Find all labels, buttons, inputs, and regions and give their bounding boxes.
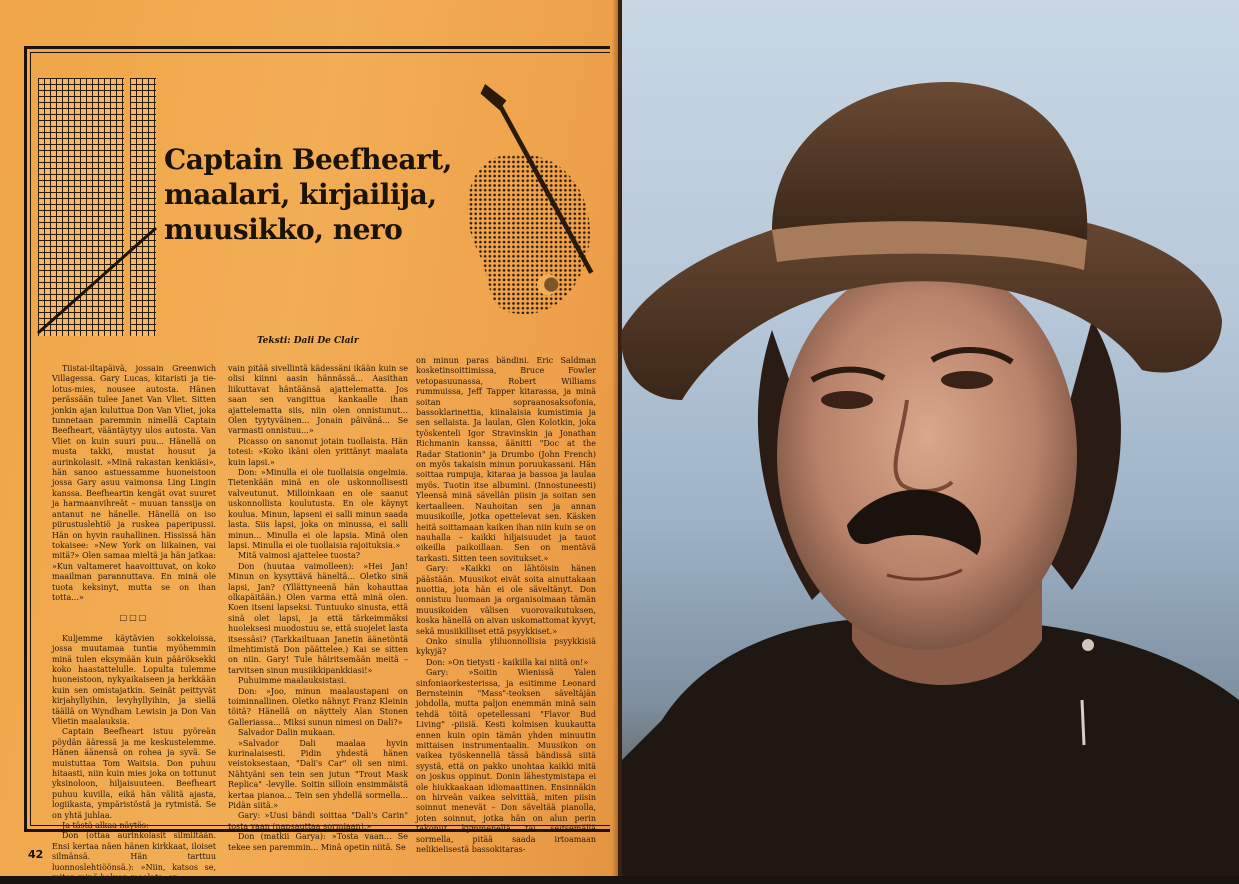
diagonal-line-ornament	[38, 78, 158, 338]
text-column-1	[52, 364, 216, 883]
paragraph: Don (matkii Garya): »Tosta vaan... Se tekee sen paremmin... Minä opetin niitä. Se	[228, 832, 408, 852]
paragraph: »Salvador Dali maalaa hyvin kurinalaisesti. Pidin yhdestä hänen veistoksestaan, "Dali's Car" oli sen nimi. Nähtyäni sen tein sen jutun "Trout Mask Replica" -levylle. Soitin silloin ensimmäistä kertaa pianoa... Tein sen yhdellä sormella... Pidän siitä.»	[228, 738, 408, 811]
hat-crown	[772, 82, 1087, 240]
paragraph: Tiistai-iltapäivä, jossain Greenwich Villagessa. Gary Lucas, kitaristi ja tie-lotus-mies, nousee autosta. Hänen perässään tulee Janet Van Vliet. Sitten jonkin ajan kuluttua Don Van Vliet, joka tunnetaan paremmin nimellä Captain Beefheart, vääntäytyy ulos autosta. Van Vliet on kuin suuri puu... Hänellä on musta takki, mustat housut ja aurinkolasit. »Minä rakastan kenkiäsi», hän sanoo astuessamme huoneistoon jossa Gary asuu vaimonsa Ling Lingin kanssa. Beefheartin kengät ovat suuret ja harmaanvihreät – muuan tanssija on antanut ne hänelle. Hänellä on iso piirustuslehtiö ja ruskea paperipussi. Hän on hyvin rauhallinen. Hississä hän tokaisee: »New York on liikainen, vai mitä?» Olen samaa mieltä ja hän jatkaa: »Kun valtameret haavoittuvat, on koko maailman parannuttava. En minä ole tuota keksinyt, mutta se on ihan totta...»	[52, 364, 216, 602]
byline: Teksti: Dali De Clair	[257, 336, 359, 346]
paragraph: Picasso on sanonut jotain tuollaista. Hän totesi: »Koko ikäni olen yrittänyt maalata kuin lapsi.»	[228, 436, 408, 467]
face	[777, 260, 1077, 650]
paragraph: Gary: »Uusi bändi soittaa "Dali's Carin" tosta vaan (napsauttaa sormiaan).»	[228, 811, 408, 831]
page-number: 42	[28, 848, 44, 861]
paragraph: Don: »Minulla ei ole tuollaisia ongelmia. Tietenkään minä en ole uskonnollisesti valveutunut. Milloinkaan en ole saanut uskonnollista koulutusta. En ole käynyt koulua. Minun, lapseni ei salli minun saada lasta. Siis lapsi, joka on minussa, ei salli minun... Minulla ei ole lapsia. Minä olen lapsi. Minulla ei ole tuollaisia rajoituksia.»	[228, 468, 408, 550]
paragraph: Salvador Dalin mukaan.	[238, 728, 336, 738]
section-separator: □□□	[119, 613, 149, 623]
paragraph: Don: »On tietysti - kaikilla kai niitä on!»	[426, 657, 589, 667]
text-column-2	[228, 364, 408, 852]
portrait-photo	[622, 0, 1239, 876]
paragraph: Don (huutaa vaimolleen): »Hei Jan! Minun on kysyttävä häneltä... Oletko sinä lapsi, Jan? (Yllättyneenä hän kohauttaa olkapäitään.) Olen varma että minä olen. Koen itseni lapseksi. Tuntuuko sinusta, että sinä olet lapsi, ja että tärkeimmäksi huoleksesi muodostuu se, että suojelet lasta itsessäsi? (Tarkkailtuaan Janetin äänetöntä ilmehtimistä Don päättelee.) Kai se sitten on niin. Gary! Tule häiritsemään meitä – tarvitsen sinun musiikkipankkiasi!»	[228, 561, 408, 675]
left-page	[0, 0, 618, 883]
paragraph: Don: »Joo, minun maalaustapani on toiminnallinen. Oletko nähnyt Franz Kleinin töitä? Hänellä on näyttely Alan Stonen Galleriassa... Miksi sunun nimesi on Dali?»	[228, 686, 408, 727]
paragraph: vain pitää sivellintä kädessäni ikään kuin se olisi kiinni aasin hännässä... Aasithan liikuttavat häntäänsä ajattelematta. Jos saan sen vangittua kankaalle ihan ajattelematta siis, niin olen onnistunut... Olen tyytyväinen... Jonain päivänä... Se varmasti onnistuu...»	[228, 364, 408, 436]
paragraph: Onko sinulla yliluonnollisia psyykkisiä kykyjä?	[416, 636, 596, 657]
paragraph: Ja tästä alkaa näytös:	[62, 821, 149, 831]
article-title: Captain Beefheart, maalari, kirjailija, muusikko, nero	[164, 143, 452, 246]
paragraph: on minun paras bändini. Eric Saldman kosketinsoittimissa, Bruce Fowler vetopasuunassa, Robert Williams rummuissa, Jeff Tapper kitarassa, ja minä soitan sopraanosaksofonia, bassoklarinettia, kiinalaisia kumistimia ja sen sellaista. Ja laulan, Glen Kolotkin, joka työskenteli Igor Stravinskin ja Jonathan Richmanin kanssa, äänitti "Doc at the Radar Stationin" ja Drumbo (John French) on myös takaisin minun poruukassani. Hän soittaa rumpuja, kitaraa ja bassoa ja laulaa myös. Tuotin itse albumini. (Innostuneesti) Yleensä minä sävellän piisin ja soitan sen kertaalleen. Nauhoitan sen ja annan muusikoille, jotka opettelevat sen. Käsken heitä soittamaan kaiken ihan niin kuin se on nauhalla – kaikki hiljaisuudet ja tauot oikeilla paikoillaan. Sen on mentävä tarkasti. Sitten teen sovitukset.»	[416, 356, 596, 563]
paragraph: Mitä vaimosi ajattelee tuosta?	[238, 551, 361, 561]
text-column-3	[416, 356, 596, 855]
paragraph: Puhuimme maalauksistasi.	[238, 676, 347, 686]
paragraph: Captain Beefheart istuu pyöreän pöydän ääressä ja me keskustelemme. Hänen äänensä on rohea ja syvä. Se muistuttaa Tom Waitsia. Don puhuu hitaasti, niin kuin mies joka on tottunut yksinoloon, hiljaisuuteen. Beefheart puhuu kuvilla, eikä hän välitä ajasta, logiikasta, ympäristöstä ja rytmistä. Se on yhtä juhlaa.	[52, 727, 216, 820]
paragraph: Gary: »Soitin Wienissä Yalen sinfoniaorkesterissa, ja esitimme Leonard Bernsteinin "Mass"-teoksen säveltäjän johdolla, mutta paljon enemmän minä sain tehdä töitä opetellessani "Flavor Bud Living" -piisiä. Kesti kolmisen kuukautta ennen kuin opin tämän yhden minuutin mittaisen instrumentaalin. Muusikon on vaikea työskennellä tässä bändissä siitä syystä, että on pakko unohtaa kaikki mitä on joskus oppinut. Donin lähestymistapa ei ole hiukkaakaan idiomaattinen. Ensinnäkin on hirveän vaikea selvittää, miten piisin soinnut menevät – Don säveltää pianolla, joten soinnut, jotka hän on alun perin takonut kymmenellä tai seitsemällä sormella, pitää saada irtoamaan nelikielisestä bassokitaras-	[416, 668, 596, 855]
paragraph: Kuljemme käytävien sokkeloissa, jossa muutamaa tuntia myöhemmin minä tulen eksymään kuin pääröksekki koko haastattelulle. Lopulta tulemme huoneistoon, nykyaikaiseen ja herkkään kuin sen omistajatkin. Seinät peittyvät kirjahyllyihin, levyhyllyihin, ja siellä täällä on Wyndham Lewisin ja Don Van Vlietin maalauksia.	[52, 633, 216, 726]
paragraph: Don (ottaa aurinkolasit silmiltään. Ensi kertaa näen hänen kirkkaat, iloiset silmänsä. Hän tarttuu luonnoslehtiöönsä.): »Niin, katsos se, miten minä haluan maalata, on	[52, 831, 216, 883]
paragraph: Gary: »Kaikki on lähtöisin hänen päästään. Muusikot eivät soita ainuttakaan nuottia, jota hän ei ole säveltänyt. Don onnistuu luomaan ja organisoimaan tämän muusikoiden välisen vuorovaikutuksen, koska hänellä on aivan uskomattomat kyvyt, sekä musiikilliset että psyykkiset.»	[416, 564, 596, 636]
portrait-illustration	[622, 0, 1239, 876]
